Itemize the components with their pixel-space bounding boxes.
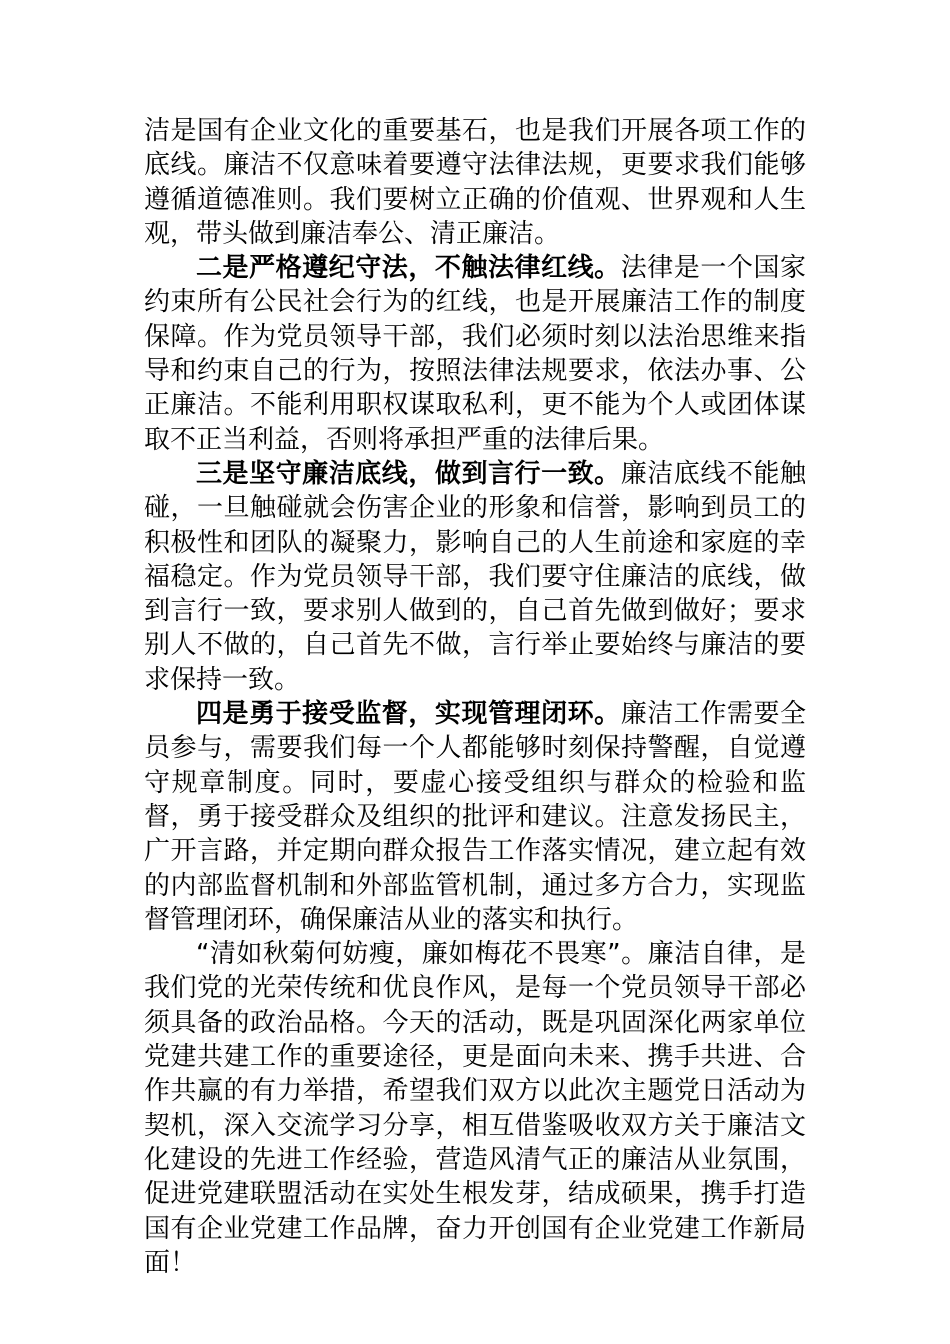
paragraph-2-heading: 二是严格遵纪守法，不触法律红线。: [196, 253, 621, 284]
paragraph-1-text: 洁是国有企业文化的重要基石，也是我们开展各项工作的底线。廉洁不仅意味着要遵守法律法规，更要求我们能够遵循道德准则。我们要树立正确的价值观、世界观和人生观，带头做到廉洁奉公、清正廉洁。: [144, 116, 806, 249]
paragraph-2: [144, 251, 806, 457]
paragraph-4-text: 廉洁工作需要全员参与，需要我们每一个人都能够时刻保持警醒，自觉遵守规章制度。同时，要虚心接受组织与群众的检验和监督，勇于接受群众及组织的批评和建议。注意发扬民主，广开言路，并定期向群众报告工作落实情况，建立起有效的内部监督机制和外部监管机制，通过多方合力，实现监督管理闭环，确保廉洁从业的落实和执行。: [144, 699, 806, 935]
paragraph-4: [144, 697, 806, 937]
paragraph-3: [144, 457, 806, 697]
document-body: [144, 114, 806, 1280]
paragraph-3-heading: 三是坚守廉洁底线，做到言行一致。: [196, 458, 621, 489]
paragraph-4-heading: 四是勇于接受监督，实现管理闭环。: [196, 699, 621, 730]
paragraph-3-text: 廉洁底线不能触碰，一旦触碰就会伤害企业的形象和信誉，影响到员工的积极性和团队的凝聚力，影响自己的人生前途和家庭的幸福稳定。作为党员领导干部，我们要守住廉洁的底线，做到言行一致，要求别人做到的，自己首先做到做好；要求别人不做的，自己首先不做，言行举止要始终与廉洁的要求保持一致。: [144, 458, 806, 695]
paragraph-5: [144, 937, 806, 1280]
paragraph-5-text: “清如秋菊何妨瘦，廉如梅花不畏寒”。廉洁自律，是我们党的光荣传统和优良作风，是每一个党员领导干部必须具备的政治品格。今天的活动，既是巩固深化两家单位党建共建工作的重要途径，更是面向未来、携手共进、合作共赢的有力举措，希望我们双方以此次主题党日活动为契机，深入交流学习分享，相互借鉴吸收双方关于廉洁文化建设的先进工作经验，营造风清气正的廉洁从业氛围，促进党建联盟活动在实处生根发芽，结成硕果，携手打造国有企业党建工作品牌，奋力开创国有企业党建工作新局面！: [144, 939, 806, 1278]
paragraph-2-text: 法律是一个国家约束所有公民社会行为的红线，也是开展廉洁工作的制度保障。作为党员领导干部，我们必须时刻以法治思维来指导和约束自己的行为，按照法律法规要求，依法办事、公正廉洁。不能利用职权谋取私利，更不能为个人或团体谋取不正当利益，否则将承担严重的法律后果。: [144, 253, 806, 455]
paragraph-1: [144, 114, 806, 251]
